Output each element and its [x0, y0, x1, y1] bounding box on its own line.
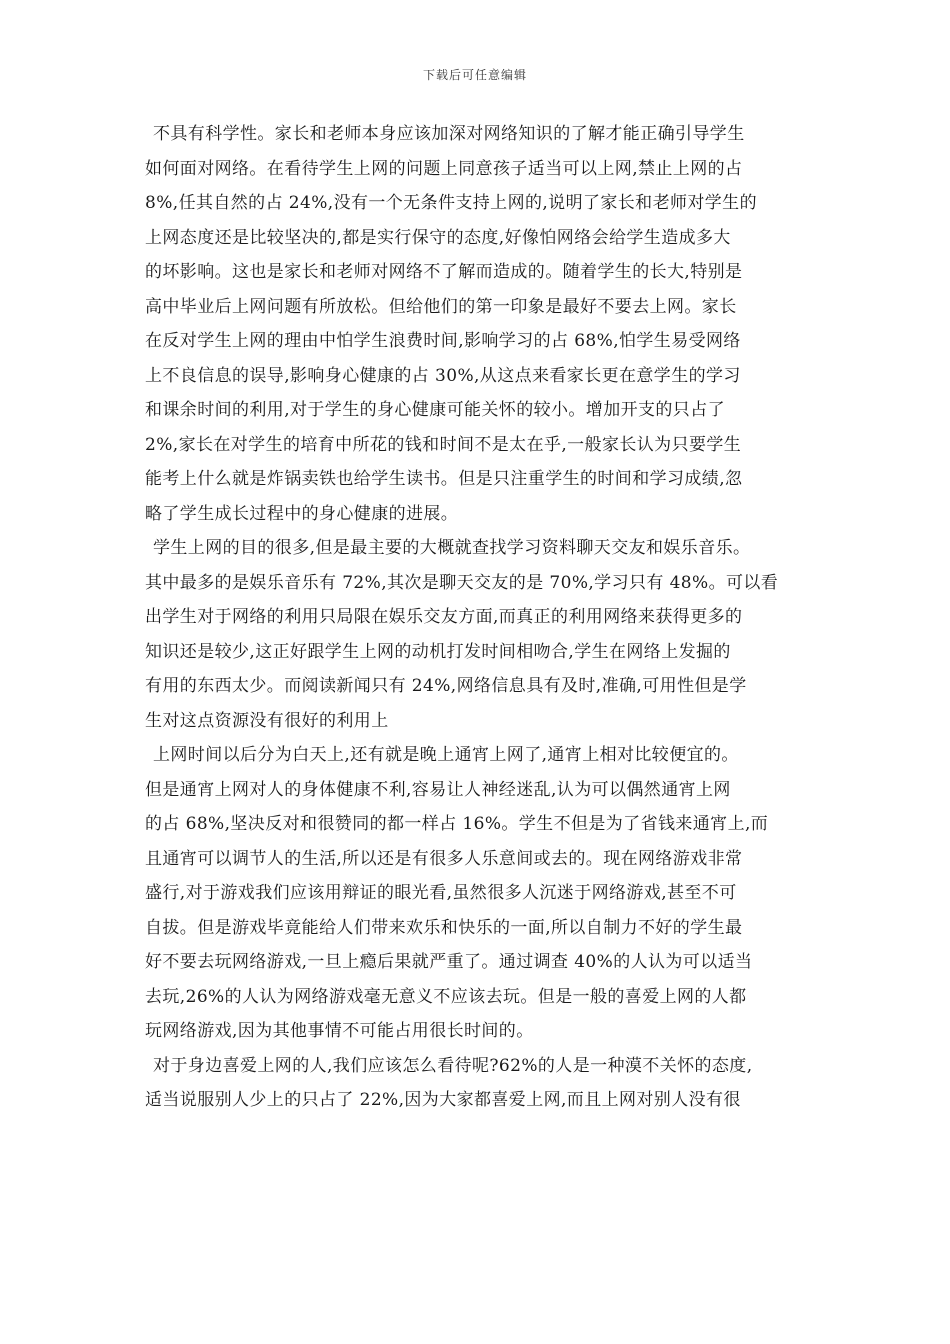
text-line: 在反对学生上网的理由中怕学生浪费时间,影响学习的占 68%,怕学生易受网络 [145, 331, 741, 351]
text-line: 其中最多的是娱乐音乐有 72%,其次是聊天交友的是 70%,学习只有 48%。可以看 [145, 572, 779, 593]
text-line: 的占 68%,坚决反对和很赞同的都一样占 16%。学生不但是为了省钱来通宵上,而 [145, 814, 769, 834]
text-line: 8%,任其自然的占 24%,没有一个无条件支持上网的,说明了家长和老师对学生的 [145, 193, 757, 213]
text-line: 去玩,26%的人认为网络游戏毫无意义不应该去玩。但是一般的喜爱上网的人都 [145, 986, 747, 1007]
text-line: 玩网络游戏,因为其他事情不可能占用很长时间的。 [145, 1021, 534, 1041]
text-line: 自拔。但是游戏毕竟能给人们带来欢乐和快乐的一面,所以自制力不好的学生最 [145, 917, 743, 938]
page-header: 下载后可任意编辑 [422, 68, 527, 82]
text-line: 高中毕业后上网问题有所放松。但给他们的第一印象是最好不要去上网。家长 [145, 296, 737, 317]
text-line: 好不要去玩网络游戏,一旦上瘾后果就严重了。通过调查 40%的人认为可以适当 [145, 952, 753, 972]
body-text [145, 117, 815, 1118]
text-line: 略了学生成长过程中的身心健康的进展。 [145, 503, 459, 524]
text-line: 和课余时间的利用,对于学生的身心健康可能关怀的较小。增加开支的只占了 [145, 400, 726, 420]
text-line: 上网态度还是比较坚决的,都是实行保守的态度,好像怕网络会给学生造成多大 [145, 227, 731, 248]
text-line: 对于身边喜爱上网的人,我们应该怎么看待呢?62%的人是一种漠不关怀的态度, [153, 1055, 753, 1076]
text-line: 生对这点资源没有很好的利用上 [145, 710, 389, 731]
text-line: 但是通宵上网对人的身体健康不利,容易让人神经迷乱,认为可以偶然通宵上网 [145, 779, 731, 800]
text-line: 不具有科学性。家长和老师本身应该加深对网络知识的了解才能正确引导学生 [153, 124, 745, 144]
text-line: 学生上网的目的很多,但是最主要的大概就查找学习资料聊天交友和娱乐音乐。 [153, 538, 751, 558]
text-line: 有用的东西太少。而阅读新闻只有 24%,网络信息具有及时,准确,可用性但是学 [145, 676, 747, 696]
text-line: 的坏影响。这也是家长和老师对网络不了解而造成的。随着学生的长大,特别是 [145, 262, 743, 282]
text-line: 知识还是较少,这正好跟学生上网的动机打发时间相吻合,学生在网络上发掘的 [145, 641, 731, 662]
text-line: 上不良信息的误导,影响身心健康的占 30%,从这点来看家长更在意学生的学习 [145, 365, 741, 386]
text-line: 上网时间以后分为白天上,还有就是晚上通宵上网了,通宵上相对比较便宜的。 [153, 745, 739, 765]
text-line: 出学生对于网络的利用只局限在娱乐交友方面,而真正的利用网络来获得更多的 [145, 607, 743, 627]
text-line: 如何面对网络。在看待学生上网的问题上同意孩子适当可以上网,禁止上网的占 [145, 158, 743, 179]
text-line: 且通宵可以调节人的生活,所以还是有很多人乐意间或去的。现在网络游戏非常 [145, 848, 743, 869]
text-line: 2%,家长在对学生的培育中所花的钱和时间不是太在乎,一般家长认为只要学生 [145, 434, 742, 455]
text-line: 适当说服别人少上的只占了 22%,因为大家都喜爱上网,而且上网对别人没有很 [145, 1090, 741, 1110]
text-line: 盛行,对于游戏我们应该用辩证的眼光看,虽然很多人沉迷于网络游戏,甚至不可 [145, 883, 737, 903]
text-line: 能考上什么就是炸锅卖铁也给学生读书。但是只注重学生的时间和学习成绩,忽 [145, 469, 743, 489]
